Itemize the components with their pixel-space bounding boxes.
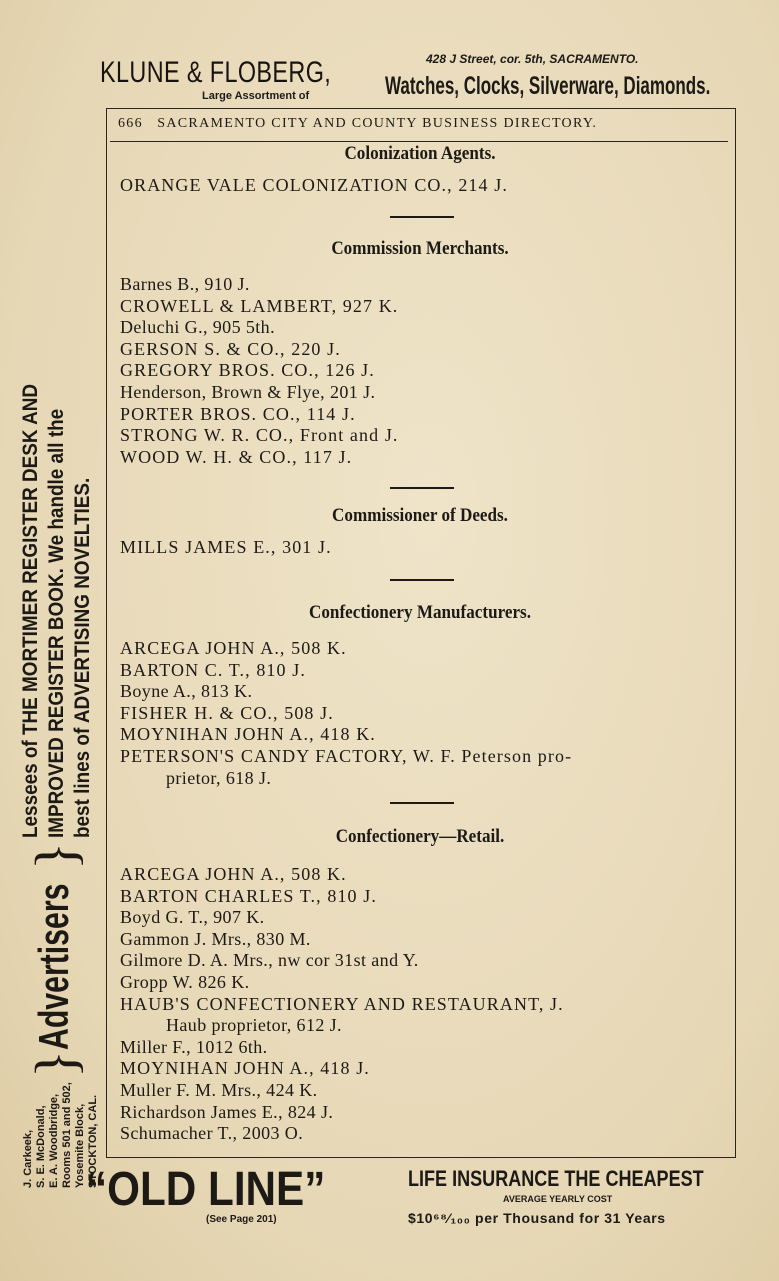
section-commission-merchants — [110, 238, 730, 468]
listing-entry: Boyd G. T., 907 K. — [120, 907, 265, 928]
side-ad-title: Advertisers — [30, 883, 77, 1050]
running-head: 666 SACRAMENTO CITY AND COUNTY BUSINESS DIRECTORY. — [118, 116, 598, 131]
side-ad-contact-1: J. Carkeek, — [22, 1129, 34, 1188]
listing-entry: BARTON C. T., 810 J. — [120, 659, 306, 680]
listing-entry: GREGORY BROS. CO., 126 J. — [120, 360, 375, 381]
listing-entry: Gammon J. Mrs., 830 M. — [120, 928, 311, 949]
side-ad-line-1: Lessees of THE MORTIMER REGISTER DESK AND — [19, 383, 42, 838]
section-divider — [390, 487, 454, 489]
side-advertisement — [18, 100, 100, 1190]
listing-entry: Schumacher T., 2003 O. — [120, 1123, 304, 1144]
section-heading: Confectionery—Retail. — [335, 826, 505, 847]
listing-entry: Barnes B., 910 J. — [120, 274, 250, 294]
listing-entry: MOYNIHAN JOHN A., 418 K. — [120, 724, 376, 745]
firm-address: 428 J Street, cor. 5th, SACRAMENTO. — [426, 52, 639, 66]
section-divider — [390, 216, 454, 218]
section-commissioner-of-deeds — [110, 505, 730, 559]
brace-left-icon: } — [23, 1050, 88, 1078]
insurance-tagline: LIFE INSURANCE THE CHEAPEST — [408, 1166, 704, 1191]
brace-right-icon: } — [23, 842, 88, 870]
listing-entry: ARCEGA JOHN A., 508 K. — [120, 864, 347, 884]
listing-entry: Deluchi G., 905 5th. — [120, 317, 275, 338]
bottom-advertisement — [0, 1160, 779, 1281]
listing-entry: CROWELL & LAMBERT, 927 K. — [120, 295, 399, 316]
side-ad-contact-2: S. E. McDonald, — [35, 1105, 47, 1188]
firm-goods: Watches, Clocks, Silverware, Diamonds. — [385, 72, 711, 100]
listing-entry: Muller F. M. Mrs., 424 K. — [120, 1079, 318, 1100]
insurance-rate: $10⁶⁸⁄₁₀₀ per Thousand for 31 Years — [408, 1210, 666, 1226]
listing-entry: BARTON CHARLES T., 810 J. — [120, 885, 377, 906]
section-divider — [390, 802, 454, 804]
see-page-note: (See Page 201) — [206, 1214, 277, 1225]
listing-entry-continuation: prietor, 618 J. — [166, 767, 272, 788]
side-ad-line-2: IMPROVED REGISTER BOOK. We handle all the — [45, 408, 68, 838]
listing-entry: GERSON S. & CO., 220 J. — [120, 338, 341, 359]
listing-entry: PORTER BROS. CO., 114 J. — [120, 403, 356, 424]
listing-entry: Gilmore D. A. Mrs., nw cor 31st and Y. — [120, 950, 419, 971]
section-divider — [390, 579, 454, 581]
listing-entry: STRONG W. R. CO., Front and J. — [120, 425, 399, 446]
section-heading: Commission Merchants. — [331, 238, 509, 259]
section-heading: Commissioner of Deeds. — [332, 505, 508, 526]
listing-entry-continuation: Haub proprietor, 612 J. — [166, 1015, 342, 1036]
listing-entry: HAUB'S CONFECTIONERY AND RESTAURANT, J. — [120, 993, 564, 1014]
section-heading: Colonization Agents. — [344, 143, 496, 164]
firm-name: KLUNE & FLOBERG, — [100, 56, 332, 89]
old-line-title: “OLD LINE” — [86, 1163, 326, 1216]
listing-entry: ARCEGA JOHN A., 508 K. — [120, 638, 347, 658]
listing-entry: Richardson James E., 824 J. — [120, 1101, 334, 1122]
listing-entry: WOOD W. H. & CO., 117 J. — [120, 446, 353, 467]
listing-entry: Henderson, Brown & Flye, 201 J. — [120, 381, 376, 402]
top-advertisement — [0, 0, 779, 110]
running-head-rule — [110, 141, 728, 142]
side-ad-contact-3: E. A. Woodbridge, — [48, 1093, 60, 1188]
firm-subtitle: Large Assortment of — [202, 90, 310, 102]
insurance-average-label: AVERAGE YEARLY COST — [503, 1194, 613, 1204]
listing-entry: Miller F., 1012 6th. — [120, 1036, 268, 1057]
section-confectionery-retail — [110, 826, 730, 1145]
section-confectionery-manufacturers — [110, 602, 730, 789]
side-ad-contact-5: Yosemite Block, — [74, 1103, 86, 1188]
listing-entry: MOYNIHAN JOHN A., 418 J. — [120, 1058, 370, 1079]
listing-entry: ORANGE VALE COLONIZATION CO., 214 J. — [120, 175, 508, 195]
side-ad-line-3: best lines of ADVERTISING NOVELTIES. — [71, 477, 94, 838]
listing-entry: PETERSON'S CANDY FACTORY, W. F. Peterson pro- — [120, 745, 573, 766]
listing-entry: Gropp W. 826 K. — [120, 971, 250, 992]
listing-entry: MILLS JAMES E., 301 J. — [120, 537, 332, 557]
listing-entry: Boyne A., 813 K. — [120, 681, 253, 702]
side-ad-lines — [18, 384, 96, 838]
section-colonization-agents — [110, 143, 730, 197]
listing-entry: FISHER H. & CO., 508 J. — [120, 702, 334, 723]
side-ad-contact-4: Rooms 501 and 502, — [61, 1082, 73, 1188]
side-ad-contact-6: STOCKTON, CAL. — [87, 1094, 99, 1188]
section-heading: Confectionery Manufacturers. — [309, 602, 531, 623]
